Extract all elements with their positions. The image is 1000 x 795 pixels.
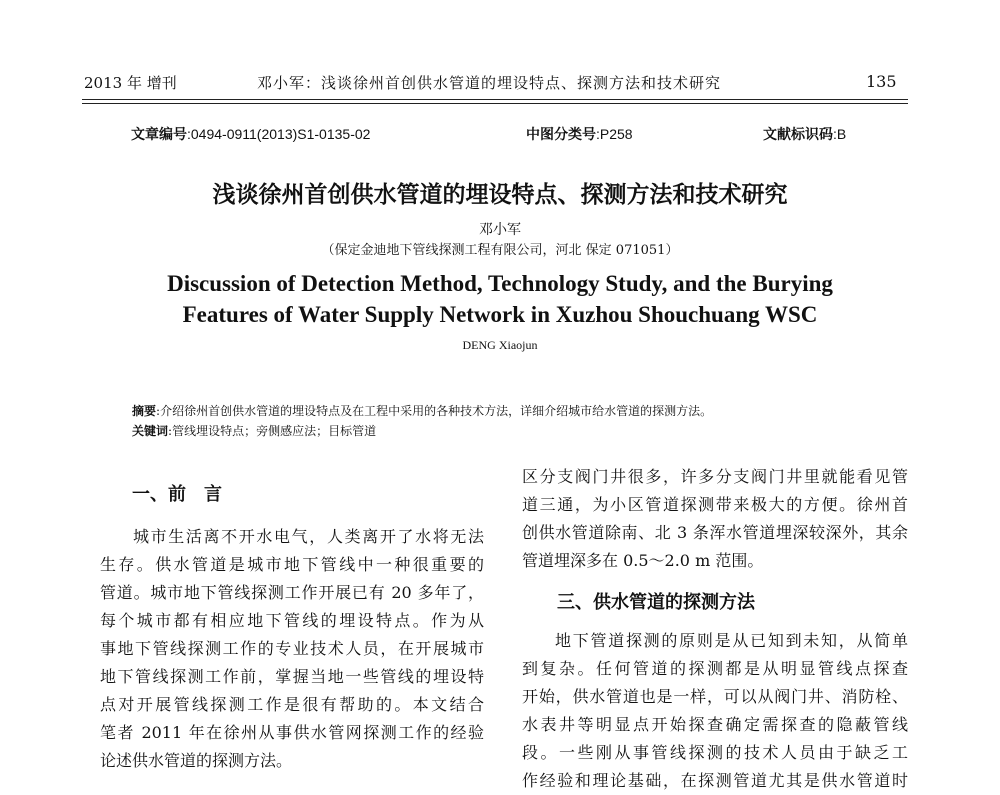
paragraph-line: 每个城市都有相应地下管线的埋设特点。作为从 xyxy=(100,611,484,630)
header-rule xyxy=(82,99,908,100)
article-number: 文章编号:0494-0911(2013)S1-0135-02 xyxy=(131,126,371,142)
paragraph-line: 论述供水管道的探测方法。 xyxy=(100,751,293,770)
paragraph-line: 城市生活离不开水电气，人类离开了水将无法 xyxy=(133,527,484,546)
keywords: 关键词:管线埋设特点；旁侧感应法；目标管道 xyxy=(132,424,377,438)
paragraph-line: 地下管道探测的原则是从已知到未知，从简单 xyxy=(555,631,908,650)
document-code: 文献标识码:B xyxy=(763,126,847,142)
author-cn: 邓小军 xyxy=(479,222,521,238)
paragraph-line: 到复杂。任何管道的探测都是从明显管线点探查 xyxy=(522,659,908,678)
paragraph-line: 管道。城市地下管线探测工作开展已有 20 多年了， xyxy=(100,583,484,602)
header-rule-2 xyxy=(82,103,908,104)
paragraph-line: 作经验和理论基础，在探测管道尤其是供水管道时 xyxy=(522,771,908,790)
title-en-line-1: Discussion of Detection Method, Technology Study, and the Burying xyxy=(167,271,833,296)
paragraph-line: 水表井等明显点开始探查确定需探查的隐蔽管线 xyxy=(522,715,908,734)
clc-number: 中图分类号:P258 xyxy=(526,126,633,142)
section-heading-methods: 三、供水管道的探测方法 xyxy=(557,592,755,613)
paragraph-line: 段。一些刚从事管线探测的技术人员由于缺乏工 xyxy=(522,743,908,762)
paragraph-line: 区分支阀门井很多，许多分支阀门井里就能看见管 xyxy=(522,467,908,486)
page-number: 135 xyxy=(866,72,897,91)
section-heading-intro: 一、前 言 xyxy=(132,484,222,505)
paragraph-line: 创供水管道除南、北 3 条浑水管道埋深较深外，其余 xyxy=(522,523,908,542)
title-cn: 浅谈徐州首创供水管道的埋设特点、探测方法和技术研究 xyxy=(212,182,788,208)
paragraph-line: 事地下管线探测工作的专业技术人员，在开展城市 xyxy=(100,639,484,658)
right-column xyxy=(522,463,908,795)
left-column xyxy=(100,481,484,775)
paragraph-line: 点对开展管线探测工作是很有帮助的。本文结合 xyxy=(100,695,484,714)
abstract: 摘要:介绍徐州首创供水管道的埋设特点及在工程中采用的各种技术方法，详细介绍城市给水管道的探测方法。 xyxy=(132,404,713,418)
affiliation-cn: （保定金迪地下管线探测工程有限公司，河北 保定 071051） xyxy=(321,243,679,258)
paragraph-line: 开始，供水管道也是一样，可以从阀门井、消防栓、 xyxy=(522,687,908,706)
paragraph-line: 道三通，为小区管道探测带来极大的方便。徐州首 xyxy=(522,495,908,514)
paragraph-line: 管道埋深多在 0.5～2.0 m 范围。 xyxy=(522,551,764,570)
title-en-line-2: Features of Water Supply Network in Xuzhou Shouchuang WSC xyxy=(182,302,818,327)
running-header-title: 邓小军：浅谈徐州首创供水管道的埋设特点、探测方法和技术研究 xyxy=(257,74,722,92)
paragraph-line: 生存。供水管道是城市地下管线中一种很重要的 xyxy=(100,555,484,574)
author-en: DENG Xiaojun xyxy=(462,338,538,352)
running-header-issue: 2013 年 增刊 xyxy=(84,74,177,92)
paragraph-line: 笔者 2011 年在徐州从事供水管网探测工作的经验 xyxy=(100,723,484,742)
paragraph-line: 地下管线探测工作前，掌握当地一些管线的埋设特 xyxy=(100,667,484,686)
